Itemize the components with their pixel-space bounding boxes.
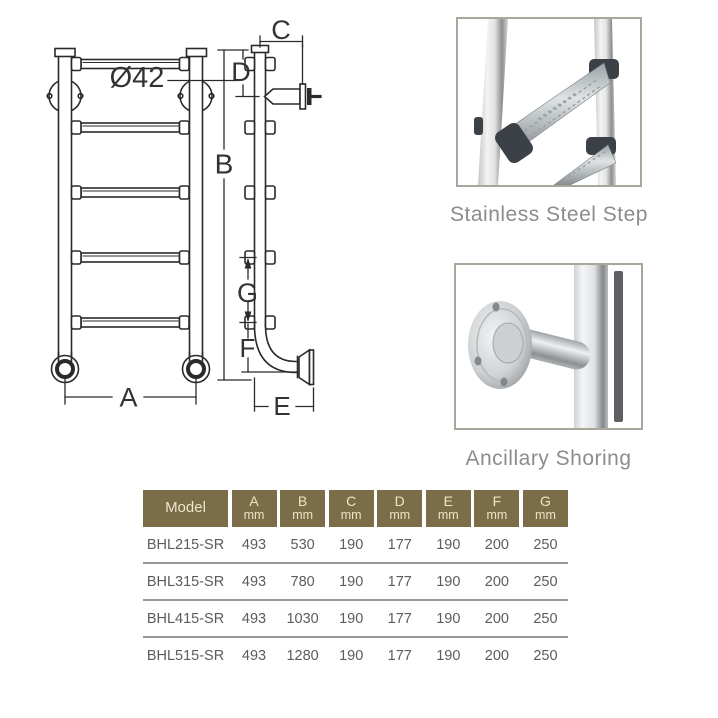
rung-3 bbox=[72, 186, 190, 199]
rail-left bbox=[59, 56, 72, 362]
model-cell: BHL515-SR bbox=[146, 647, 225, 664]
shoring-photo bbox=[454, 263, 643, 430]
dim-b bbox=[218, 50, 251, 380]
rung-2 bbox=[72, 121, 190, 134]
step-left-rail bbox=[478, 19, 508, 185]
dim-label-f: F bbox=[239, 333, 256, 363]
table-row: BHL415-SR 493 1030 190 177 190 200 250 bbox=[143, 601, 568, 638]
table-row: BHL515-SR 493 1280 190 177 190 200 250 bbox=[143, 638, 568, 673]
header-cell-g: G mm bbox=[523, 490, 568, 527]
step-photo-caption: Stainless Steel Step bbox=[450, 203, 648, 226]
shoring-photo-caption: Ancillary Shoring bbox=[465, 447, 632, 470]
bolt-hole bbox=[501, 378, 508, 387]
spec-table-header bbox=[143, 490, 568, 527]
step-photo-illustration bbox=[458, 19, 640, 185]
dim-label-d: D bbox=[231, 57, 251, 87]
header-cell-d: D mm bbox=[377, 490, 422, 527]
model-cell: BHL415-SR bbox=[146, 610, 225, 627]
table-row: BHL315-SR 493 780 190 177 190 200 250 bbox=[143, 564, 568, 601]
rail-cap-left bbox=[55, 49, 75, 57]
rail-right bbox=[190, 56, 203, 362]
shoring-photo-illustration bbox=[456, 265, 641, 428]
shoring-flange-hub bbox=[493, 323, 523, 363]
dim-label-b: B bbox=[214, 148, 234, 180]
table-row: BHL215-SR 493 530 190 177 190 200 250 bbox=[143, 527, 568, 564]
floor-flange bbox=[298, 350, 314, 385]
bolt-hole bbox=[475, 357, 482, 366]
wall-bracket-arm bbox=[265, 84, 321, 109]
side-view-drawing bbox=[218, 36, 320, 411]
diameter-label: Ø42 bbox=[109, 62, 165, 94]
dim-label-c: C bbox=[271, 15, 291, 45]
model-cell: BHL215-SR bbox=[146, 536, 225, 553]
dim-label-a: A bbox=[119, 382, 138, 413]
spec-table bbox=[143, 490, 568, 673]
header-cell-model: Model bbox=[143, 490, 228, 527]
dim-label-g: G bbox=[236, 278, 259, 308]
rung-4 bbox=[72, 251, 190, 264]
rail-cap-right bbox=[187, 49, 207, 57]
front-view-drawing bbox=[47, 49, 238, 405]
header-cell-f: F mm bbox=[474, 490, 519, 527]
bolt-hole bbox=[493, 303, 500, 312]
rail-tab bbox=[474, 117, 483, 135]
header-cell-a: A mm bbox=[232, 490, 277, 527]
step-photo bbox=[456, 17, 642, 187]
dim-label-e: E bbox=[273, 391, 291, 421]
header-cell-e: E mm bbox=[426, 490, 471, 527]
rung-5 bbox=[72, 316, 190, 329]
header-cell-b: B mm bbox=[280, 490, 325, 527]
header-cell-c: C mm bbox=[329, 490, 374, 527]
shoring-dark-rod bbox=[614, 271, 623, 422]
model-cell: BHL315-SR bbox=[146, 573, 225, 590]
